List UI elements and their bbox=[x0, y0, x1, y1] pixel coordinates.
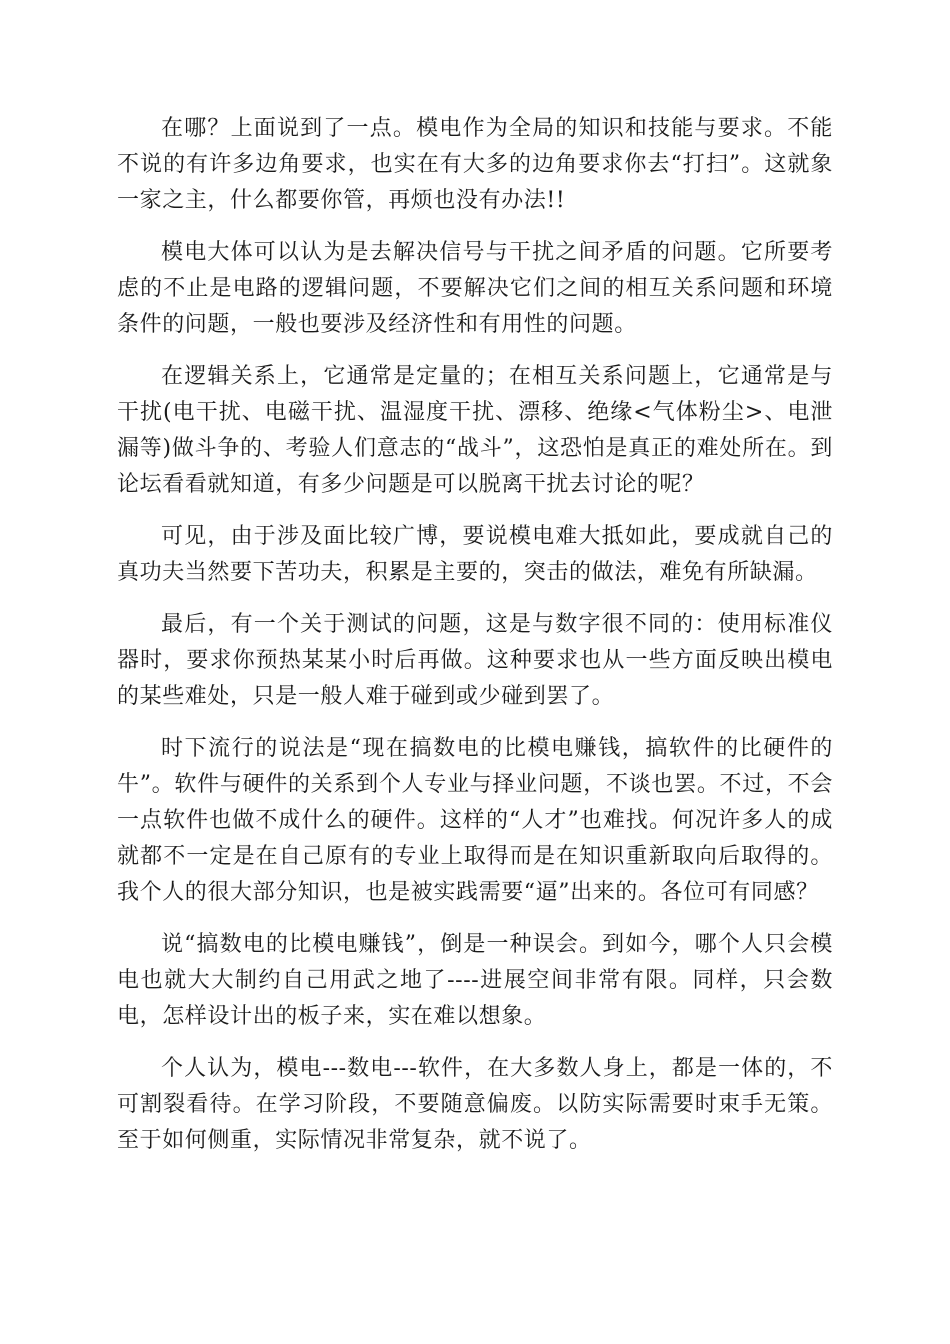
paragraph-6: 时下流行的说法是“现在搞数电的比模电赚钱，搞软件的比硬件的牛”。软件与硬件的关系到个人专业与择业问题，不谈也罢。不过，不会一点软件也做不成什么的硬件。这样的“人才”也难找。何况许多人的成就都不一定是在自己原有的专业上取得而是在知识重新取向后取得的。我个人的很大部分知识，也是被实践需要“逼”出来的。各位可有同感？ bbox=[117, 736, 833, 905]
paragraph-3: 在逻辑关系上，它通常是定量的；在相互关系问题上，它通常是与干扰(电干扰、电磁干扰、温湿度干扰、漂移、绝缘<气体粉尘>、电泄漏等)做斗争的、考验人们意志的“战斗”，这恐怕是真正的难处所在。到论坛看看就知道，有多少问题是可以脱离干扰去讨论的呢？ bbox=[117, 364, 833, 497]
paragraph-1: 在哪？上面说到了一点。模电作为全局的知识和技能与要求。不能不说的有许多边角要求，也实在有大多的边角要求你去“打扫”。这就象一家之主，什么都要你管，再烦也没有办法!! bbox=[117, 116, 833, 213]
paragraph-4: 可见，由于涉及面比较广博，要说模电难大抵如此，要成就自己的真功夫当然要下苦功夫，积累是主要的，突击的做法，难免有所缺漏。 bbox=[117, 524, 833, 585]
paragraph-7: 说“搞数电的比模电赚钱”，倒是一种误会。到如今，哪个人只会模电也就大大制约自己用武之地了----进展空间非常有限。同样，只会数电，怎样设计出的板子来，实在难以想象。 bbox=[117, 932, 833, 1029]
paragraph-8: 个人认为，模电---数电---软件，在大多数人身上，都是一体的，不可割裂看待。在学习阶段，不要随意偏废。以防实际需要时束手无策。至于如何侧重，实际情况非常复杂，就不说了。 bbox=[117, 1056, 833, 1153]
paragraph-2: 模电大体可以认为是去解决信号与干扰之间矛盾的问题。它所要考虑的不止是电路的逻辑问题，不要解决它们之间的相互关系问题和环境条件的问题，一般也要涉及经济性和有用性的问题。 bbox=[117, 240, 833, 337]
document-body bbox=[117, 111, 833, 1175]
paragraph-5: 最后，有一个关于测试的问题，这是与数字很不同的：使用标准仪器时，要求你预热某某小时后再做。这种要求也从一些方面反映出模电的某些难处，只是一般人难于碰到或少碰到罢了。 bbox=[117, 612, 833, 709]
